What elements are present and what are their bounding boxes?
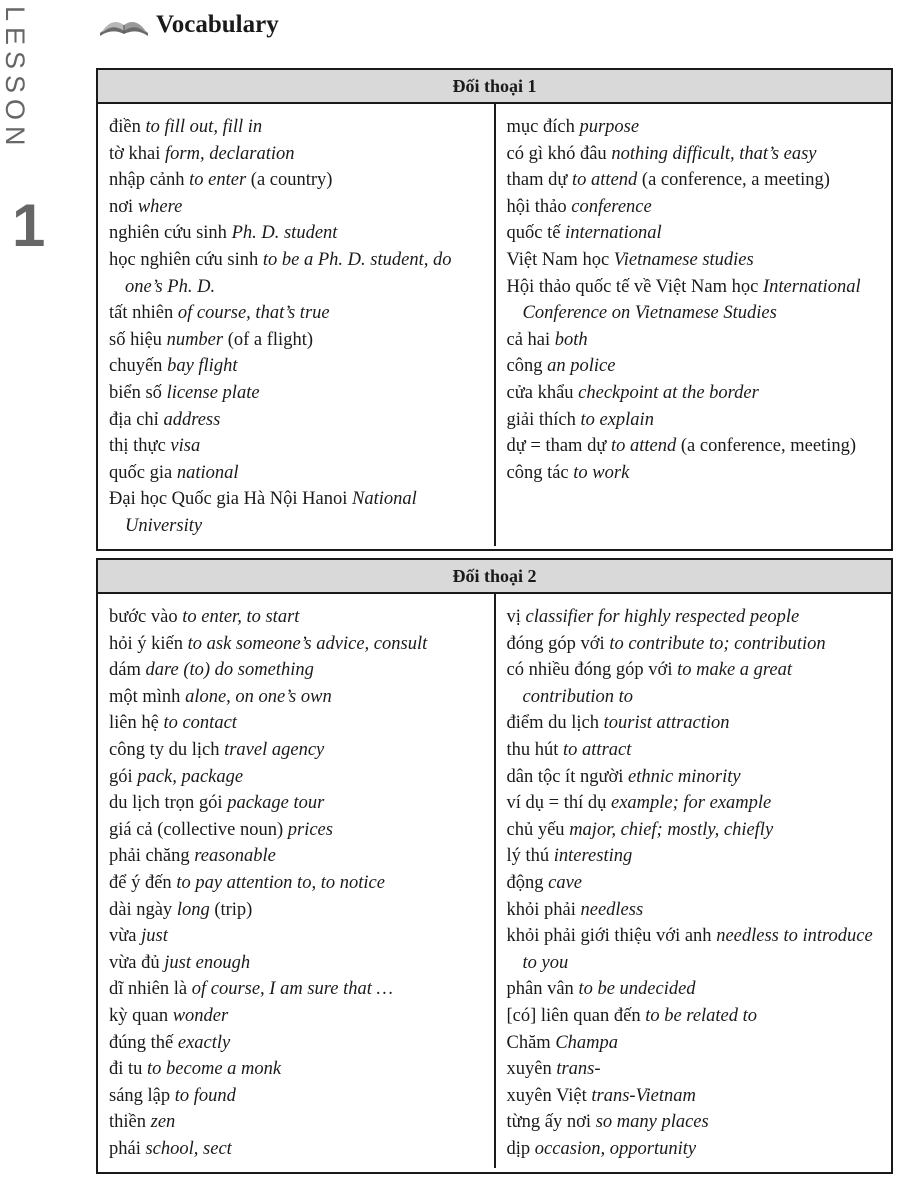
vocab-entry bbox=[507, 1083, 882, 1110]
vocab-entry bbox=[109, 486, 484, 539]
vocab-entry bbox=[109, 327, 484, 354]
english-gloss: where bbox=[137, 196, 183, 217]
vocab-entry bbox=[507, 353, 882, 380]
english-gloss: prices bbox=[287, 819, 333, 840]
english-gloss: of course, that’s true bbox=[177, 303, 330, 324]
vocab-entry bbox=[109, 790, 484, 817]
open-book-icon bbox=[98, 11, 150, 39]
vietnamese-term: thị thực bbox=[109, 436, 166, 457]
vocab-entry bbox=[507, 1136, 882, 1163]
vietnamese-term: biển số bbox=[109, 382, 162, 403]
vocab-entry bbox=[109, 1003, 484, 1030]
english-gloss: nothing difficult, that’s easy bbox=[611, 143, 817, 164]
lesson-number: 1 bbox=[12, 192, 46, 259]
usage-note: (trip) bbox=[214, 899, 253, 920]
english-gloss: tourist attraction bbox=[603, 713, 730, 734]
vocab-entry bbox=[109, 764, 484, 791]
vietnamese-term: một mình bbox=[109, 686, 181, 707]
english-gloss: trans-Vietnam bbox=[591, 1085, 696, 1106]
vocab-column-left bbox=[98, 104, 494, 546]
vietnamese-term: quốc gia bbox=[109, 462, 173, 483]
page-title: Vocabulary bbox=[156, 11, 279, 38]
vietnamese-term: đi tu bbox=[109, 1059, 143, 1080]
vocab-entry bbox=[109, 817, 484, 844]
english-gloss: to attract bbox=[563, 739, 632, 760]
section-title: Đối thoại 2 bbox=[98, 560, 891, 594]
vietnamese-term: [có] liên quan đến bbox=[506, 1005, 641, 1026]
english-gloss: package tour bbox=[227, 793, 325, 814]
vietnamese-term: xuyên bbox=[506, 1059, 552, 1080]
english-gloss: international bbox=[565, 223, 662, 244]
vietnamese-term: học nghiên cứu sinh bbox=[109, 249, 259, 270]
vocab-entry bbox=[109, 460, 484, 487]
vocab-entry bbox=[507, 407, 882, 434]
english-gloss: International Conference on Vietnamese Studies bbox=[522, 276, 861, 324]
vocab-column-left bbox=[98, 594, 494, 1168]
vietnamese-term: thu hút bbox=[506, 739, 559, 760]
english-gloss: wonder bbox=[172, 1005, 229, 1026]
vietnamese-term: nhập cảnh bbox=[109, 170, 185, 191]
english-gloss: both bbox=[554, 329, 588, 350]
vocab-entry bbox=[507, 1109, 882, 1136]
vocab-entry bbox=[507, 737, 882, 764]
english-gloss: exactly bbox=[177, 1032, 231, 1053]
vocab-entry bbox=[507, 1056, 882, 1083]
english-gloss: National University bbox=[125, 489, 417, 536]
english-gloss: Champa bbox=[555, 1032, 619, 1053]
vietnamese-term: công ty du lịch bbox=[109, 739, 220, 760]
vocab-entry bbox=[109, 407, 484, 434]
vocab-entry bbox=[109, 1109, 484, 1136]
vocab-column-right bbox=[494, 104, 892, 546]
english-gloss: form, declaration bbox=[165, 143, 295, 164]
vocab-entry bbox=[109, 247, 484, 300]
vocab-entry bbox=[109, 737, 484, 764]
usage-note: (a conference, meeting) bbox=[680, 436, 857, 457]
vietnamese-term: dự = tham dự bbox=[506, 436, 607, 457]
vocab-entry bbox=[109, 843, 484, 870]
vocab-entry bbox=[109, 300, 484, 327]
vocab-entry bbox=[507, 657, 882, 710]
vocab-entry bbox=[507, 790, 882, 817]
vietnamese-term: đúng thế bbox=[109, 1032, 174, 1053]
vietnamese-term: sáng lập bbox=[109, 1085, 171, 1106]
vocab-entry bbox=[109, 1136, 484, 1163]
vocab-entry bbox=[507, 167, 882, 194]
vietnamese-term: ví dụ = thí dụ bbox=[506, 793, 607, 814]
vocab-entry bbox=[109, 380, 484, 407]
vocab-entry bbox=[507, 220, 882, 247]
english-gloss: address bbox=[163, 409, 221, 430]
english-gloss: cave bbox=[548, 872, 583, 893]
vocab-entry bbox=[507, 631, 882, 658]
english-gloss: to found bbox=[174, 1085, 236, 1106]
vietnamese-term: hội thảo bbox=[506, 196, 567, 217]
vocab-entry bbox=[109, 684, 484, 711]
vietnamese-term: khỏi phải giới thiệu với anh bbox=[506, 926, 712, 947]
english-gloss: to explain bbox=[580, 409, 654, 430]
vietnamese-term: số hiệu bbox=[109, 329, 162, 350]
vocab-entry bbox=[109, 220, 484, 247]
vietnamese-term: công tác bbox=[506, 462, 569, 483]
vocab-entry bbox=[109, 114, 484, 141]
english-gloss: pack, package bbox=[137, 766, 244, 787]
english-gloss: to ask someone’s advice, consult bbox=[187, 633, 428, 654]
vocab-entry bbox=[109, 194, 484, 221]
vocab-entry bbox=[507, 247, 882, 274]
english-gloss: to make a great contribution to bbox=[522, 660, 793, 707]
english-gloss: needless to introduce to you bbox=[522, 926, 873, 973]
english-gloss: occasion, opportunity bbox=[534, 1138, 697, 1159]
english-gloss: trans- bbox=[556, 1059, 601, 1080]
vietnamese-term: quốc tế bbox=[506, 223, 561, 244]
vocab-entry bbox=[507, 327, 882, 354]
lesson-label: LESSON bbox=[0, 6, 30, 152]
vocab-entry bbox=[109, 141, 484, 168]
vietnamese-term: có nhiều đóng góp với bbox=[506, 660, 673, 681]
section-doi-thoai-1 bbox=[96, 68, 893, 551]
vocab-entry bbox=[507, 710, 882, 737]
english-gloss: purpose bbox=[579, 117, 640, 137]
vietnamese-term: chủ yếu bbox=[506, 819, 565, 840]
vietnamese-term: giải thích bbox=[506, 409, 576, 430]
vocab-entry bbox=[507, 433, 882, 460]
vietnamese-term: tất nhiên bbox=[109, 303, 174, 324]
vietnamese-term: Chăm bbox=[506, 1032, 551, 1053]
english-gloss: travel agency bbox=[224, 739, 325, 760]
vietnamese-term: lý thú bbox=[506, 846, 550, 867]
vietnamese-term: phân vân bbox=[506, 979, 574, 1000]
english-gloss: classifier for highly respected people bbox=[525, 607, 800, 627]
english-gloss: to pay attention to, to notice bbox=[176, 872, 385, 893]
vietnamese-term: điền bbox=[109, 117, 141, 137]
vietnamese-term: cửa khẩu bbox=[506, 382, 574, 403]
vietnamese-term: thiền bbox=[109, 1112, 146, 1133]
english-gloss: visa bbox=[170, 436, 201, 457]
english-gloss: to contribute to; contribution bbox=[609, 633, 826, 654]
vietnamese-term: giá cả (collective noun) bbox=[109, 819, 284, 840]
english-gloss: needless bbox=[580, 899, 644, 920]
english-gloss: to attend bbox=[610, 436, 677, 457]
vietnamese-term: dĩ nhiên là bbox=[109, 979, 188, 1000]
vocab-entry bbox=[507, 114, 882, 141]
english-gloss: bay flight bbox=[167, 356, 238, 377]
vietnamese-term: phải chăng bbox=[109, 846, 190, 867]
english-gloss: interesting bbox=[553, 846, 633, 867]
vocab-entry bbox=[109, 167, 484, 194]
vietnamese-term: liên hệ bbox=[109, 713, 159, 734]
vocab-entry bbox=[109, 433, 484, 460]
vocab-entry bbox=[507, 764, 882, 791]
usage-note: (a country) bbox=[250, 170, 333, 191]
english-gloss: dare (to) do something bbox=[145, 660, 314, 681]
english-gloss: of course, I am sure that … bbox=[191, 979, 393, 1000]
vietnamese-term: động bbox=[506, 872, 544, 893]
section-title: Đối thoại 1 bbox=[98, 70, 891, 104]
english-gloss: national bbox=[176, 462, 239, 483]
vietnamese-term: bước vào bbox=[109, 607, 178, 627]
english-gloss: to become a monk bbox=[147, 1059, 282, 1080]
vietnamese-term: nơi bbox=[109, 196, 134, 217]
english-gloss: major, chief; mostly, chiefly bbox=[569, 819, 774, 840]
vocab-entry bbox=[109, 976, 484, 1003]
usage-note: (a conference, a meeting) bbox=[641, 170, 830, 191]
vocab-entry bbox=[507, 1003, 882, 1030]
vocab-entry bbox=[507, 1030, 882, 1057]
english-gloss: Vietnamese studies bbox=[613, 249, 754, 270]
vietnamese-term: để ý đến bbox=[109, 872, 172, 893]
vocab-column-right bbox=[494, 594, 892, 1168]
vietnamese-term: có gì khó đâu bbox=[506, 143, 607, 164]
section-doi-thoai-2 bbox=[96, 558, 893, 1174]
vietnamese-term: dân tộc ít người bbox=[506, 766, 624, 787]
vocab-entry bbox=[507, 460, 882, 487]
english-gloss: to enter, to start bbox=[182, 607, 300, 627]
vietnamese-term: chuyến bbox=[109, 356, 163, 377]
vocab-entry bbox=[507, 870, 882, 897]
vocabulary-header bbox=[98, 10, 279, 40]
vocab-entry bbox=[507, 604, 882, 631]
vietnamese-term: cả hai bbox=[506, 329, 551, 350]
vietnamese-term: vừa đủ bbox=[109, 952, 160, 973]
vocab-entry bbox=[507, 923, 882, 976]
english-gloss: so many places bbox=[595, 1112, 709, 1133]
english-gloss: just enough bbox=[164, 952, 251, 973]
vocab-entry bbox=[109, 950, 484, 977]
vietnamese-term: điểm du lịch bbox=[506, 713, 599, 734]
vocab-entry bbox=[109, 1030, 484, 1057]
vietnamese-term: vừa bbox=[109, 926, 137, 947]
english-gloss: just bbox=[141, 926, 168, 947]
english-gloss: to be a Ph. D. student, do one’s Ph. D. bbox=[125, 249, 452, 297]
vocab-entry bbox=[109, 657, 484, 684]
vietnamese-term: dài ngày bbox=[109, 899, 173, 920]
vietnamese-term: tham dự bbox=[506, 170, 568, 191]
english-gloss: alone, on one’s own bbox=[185, 686, 332, 707]
vietnamese-term: vị bbox=[506, 607, 521, 627]
vietnamese-term: phái bbox=[109, 1138, 141, 1159]
english-gloss: to attend bbox=[572, 170, 638, 191]
vietnamese-term: kỳ quan bbox=[109, 1005, 169, 1026]
vocab-entry bbox=[109, 631, 484, 658]
vietnamese-term: dám bbox=[109, 660, 141, 681]
vietnamese-term: đóng góp với bbox=[506, 633, 605, 654]
english-gloss: license plate bbox=[166, 382, 260, 403]
vietnamese-term: công bbox=[506, 356, 543, 377]
vietnamese-term: Đại học Quốc gia Hà Nội Hanoi bbox=[109, 489, 348, 510]
english-gloss: reasonable bbox=[194, 846, 276, 867]
english-gloss: conference bbox=[571, 196, 652, 217]
vietnamese-term: nghiên cứu sinh bbox=[109, 223, 227, 244]
vocab-entry bbox=[507, 976, 882, 1003]
english-gloss: an police bbox=[547, 356, 616, 377]
english-gloss: to fill out, fill in bbox=[145, 117, 263, 137]
vocab-entry bbox=[507, 817, 882, 844]
vocab-entry bbox=[109, 897, 484, 924]
lesson-sidebar bbox=[0, 6, 46, 259]
english-gloss: number bbox=[166, 329, 224, 350]
vocab-entry bbox=[109, 870, 484, 897]
vocab-entry bbox=[507, 194, 882, 221]
vietnamese-term: từng ấy nơi bbox=[506, 1112, 592, 1133]
english-gloss: to work bbox=[573, 462, 630, 483]
english-gloss: ethnic minority bbox=[628, 766, 741, 787]
vietnamese-term: Việt Nam học bbox=[506, 249, 610, 270]
vocab-entry bbox=[109, 710, 484, 737]
vietnamese-term: xuyên Việt bbox=[506, 1085, 587, 1106]
usage-note: (of a flight) bbox=[227, 329, 313, 350]
vietnamese-term: du lịch trọn gói bbox=[109, 793, 223, 814]
vocab-entry bbox=[109, 1056, 484, 1083]
vietnamese-term: hỏi ý kiến bbox=[109, 633, 183, 654]
vocab-entry bbox=[507, 380, 882, 407]
english-gloss: to be undecided bbox=[578, 979, 696, 1000]
vietnamese-term: mục đích bbox=[506, 117, 575, 137]
english-gloss: to be related to bbox=[645, 1005, 758, 1026]
vocab-entry bbox=[109, 353, 484, 380]
vietnamese-term: gói bbox=[109, 766, 133, 787]
vietnamese-term: tờ khai bbox=[109, 143, 161, 164]
vocab-entry bbox=[109, 923, 484, 950]
vocab-entry bbox=[109, 604, 484, 631]
vocab-entry bbox=[507, 897, 882, 924]
english-gloss: example; for example bbox=[610, 793, 772, 814]
vocab-entry bbox=[109, 1083, 484, 1110]
english-gloss: to contact bbox=[163, 713, 237, 734]
vietnamese-term: khỏi phải bbox=[506, 899, 576, 920]
english-gloss: checkpoint at the border bbox=[578, 382, 759, 403]
vocab-entry bbox=[507, 843, 882, 870]
english-gloss: long bbox=[176, 899, 210, 920]
english-gloss: zen bbox=[150, 1112, 176, 1133]
vietnamese-term: dịp bbox=[506, 1138, 531, 1159]
english-gloss: to enter bbox=[189, 170, 247, 191]
english-gloss: school, sect bbox=[145, 1138, 232, 1159]
vocab-entry bbox=[507, 274, 882, 327]
vietnamese-term: địa chỉ bbox=[109, 409, 159, 430]
vocab-entry bbox=[507, 141, 882, 168]
vietnamese-term: Hội thảo quốc tế về Việt Nam học bbox=[506, 276, 759, 297]
english-gloss: Ph. D. student bbox=[231, 223, 338, 244]
